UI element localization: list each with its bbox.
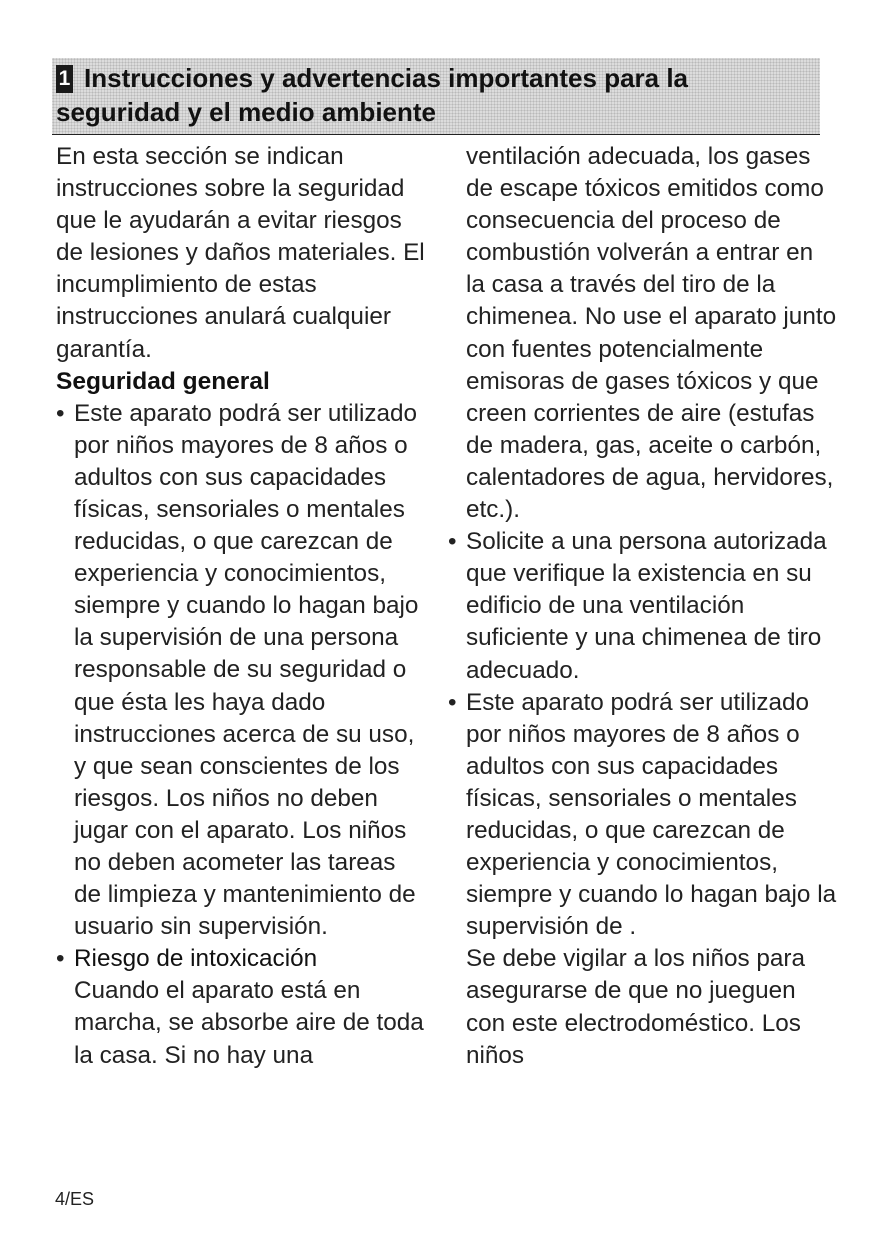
intro-paragraph: En esta sección se indican instrucciones sobre la seguridad que le ayudarán a evitar riesgos de lesiones y daños materiales. El incumplimiento de estas instrucciones anulará cualquier garantía.	[56, 143, 425, 363]
bullet-item	[56, 943, 428, 1071]
bullet-dot: •	[448, 528, 457, 556]
right-column	[448, 141, 838, 1072]
bullet-text: Este aparato podrá ser utilizado por niños mayores de 8 años o adultos con sus capacidades físicas, sensoriales o mentales reducidas, o que carezcan de experiencia y conocimientos, siempre y cuando lo hagan bajo la supervisión de .	[466, 688, 837, 941]
section-header	[52, 58, 820, 135]
bullet-item	[56, 398, 428, 944]
bullet-heading-poisoning-risk: Riesgo de intoxicación	[74, 945, 318, 973]
section-title: Instrucciones y advertencias importantes para la seguridad y el medio ambiente	[56, 63, 689, 127]
bullet-text-continued: Se debe vigilar a los niños para asegurarse de que no jueguen con este electrodoméstico. Los niños	[466, 945, 806, 1069]
bullet-dot: •	[56, 945, 65, 973]
continued-text: ventilación adecuada, los gases de escape tóxicos emitidos como consecuencia del proceso de combustión volverán a entrar en la casa a través del tiro de la chimenea. No use el aparato junto con fuentes potencialmente emisoras de gases tóxicos y que creen corrientes de aire (estufas de madera, gas, aceite o carbón, calentadores de agua, hervidores, etc.).	[466, 143, 837, 524]
bullet-dot: •	[448, 688, 457, 716]
continued-paragraph	[448, 141, 838, 526]
bullet-item	[448, 687, 838, 1072]
section-number-badge: 1	[56, 65, 73, 93]
bullet-text: Solicite a una persona autorizada que verifique la existencia en su edificio de una ventilación suficiente y una chimenea de tiro adecuado.	[466, 528, 827, 684]
left-column	[56, 141, 428, 1072]
page-number: 4/ES	[55, 1189, 95, 1209]
bullet-text: Cuando el aparato está en marcha, se absorbe aire de toda la casa. Si no hay una	[74, 977, 424, 1069]
subheading-general-safety: Seguridad general	[56, 367, 270, 395]
bullet-text: Este aparato podrá ser utilizado por niños mayores de 8 años o adultos con sus capacidades físicas, sensoriales o mentales reducidas, o que carezcan de experiencia y conocimientos, siempre y cuando lo hagan bajo la supervisión de una persona responsable de su seguridad o que ésta les haya dado instrucciones acerca de su uso, y que sean conscientes de los riesgos. Los niños no deben jugar con el aparato. Los niños no deben acometer las tareas de limpieza y mantenimiento de usuario sin supervisión.	[74, 399, 419, 941]
bullet-item	[448, 526, 838, 686]
bullet-dot: •	[56, 399, 65, 427]
